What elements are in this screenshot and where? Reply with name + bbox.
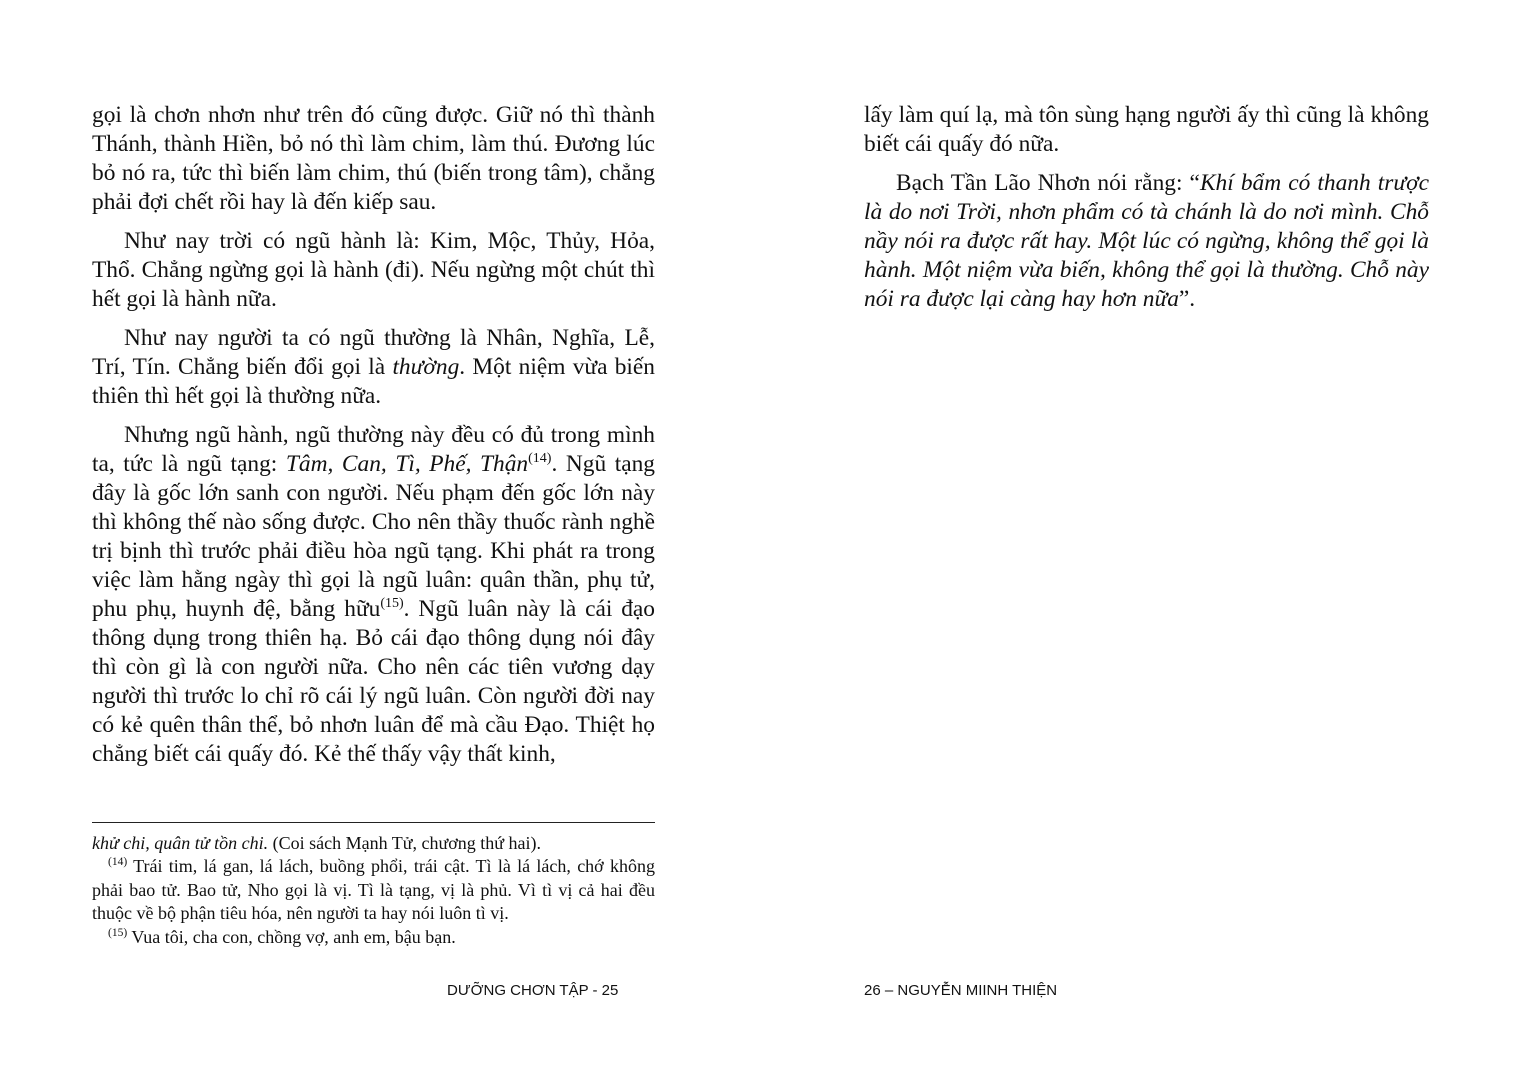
- right-paragraph-2: [864, 169, 1429, 314]
- right-paragraph-1: lấy làm quí lạ, mà tôn sùng hạng người ấy thì cũng là không biết cái quấy đó nữa.: [864, 102, 1429, 157]
- footnote-ref-15[interactable]: (15): [380, 596, 404, 612]
- footnote-14: [92, 855, 655, 925]
- left-paragraph-1: gọi là chơn nhơn như trên đó cũng được. Giữ nó thì thành Thánh, thành Hiền, bỏ nó thì làm chim, làm thú. Đương lúc bỏ nó ra, tức thì biến làm chim, thú (biến trong tâm), chẳng phải đợi chết rồi hay là đến kiếp sau.: [92, 102, 655, 215]
- right-paragraph-2-text-b: ”.: [1178, 286, 1196, 312]
- left-page-footer: DƯỠNG CHƠN TẬP - 25: [447, 982, 619, 999]
- right-page-body: [864, 101, 1429, 324]
- footnote-divider: [92, 822, 655, 823]
- left-paragraph-3-text-b: . Một niệm vừa biến thiên thì hết gọi là thường nữa.: [92, 354, 655, 409]
- left-paragraph-4-text-a: Nhưng ngũ hành, ngũ thường này đều có đủ trong mình ta, tức là ngũ tạng:: [92, 422, 655, 477]
- footnote-15-text: Vua tôi, cha con, chồng vợ, anh em, bậu bạn.: [127, 926, 456, 947]
- right-paragraph-2-text-a: Bạch Tần Lão Nhơn nói rằng: “: [896, 170, 1200, 196]
- left-paragraph-3: [92, 324, 655, 411]
- left-paragraph-3-text-a: Như nay người ta có ngũ thường là Nhân, Nghĩa, Lễ, Trí, Tín. Chẳng biến đổi gọi là: [92, 325, 655, 380]
- footnote-continuation: [92, 832, 655, 855]
- left-paragraph-4-text-c: . Ngũ luân này là cái đạo thông dụng trong thiên hạ. Bỏ cái đạo thông dụng nói đây thì còn gì là con người nữa. Cho nên các tiên vương dạy người thì trước lo chỉ rõ cái lý ngũ luân. Còn người đời nay có kẻ quên thân thể, bỏ nhơn luân để mà cầu Đạo. Thiệt họ chẳng biết cái quấy đó. Kẻ thế thấy vậy thất kinh,: [92, 596, 655, 767]
- left-paragraph-4-text-b: . Ngũ tạng đây là gốc lớn sanh con người. Nếu phạm đến gốc lớn này thì không thế nào sống được. Cho nên thầy thuốc rành nghề trị bịnh thì trước phải điều hòa ngũ tạng. Khi phát ra trong việc làm hằng ngày thì gọi là ngũ luân: quân thần, phụ tử, phu phụ, huynh đệ, bằng hữu: [92, 451, 655, 622]
- right-paragraph-2-quote: Khí bẩm có thanh trược là do nơi Trời, nhơn phẩm có tà chánh là do nơi mình. Chỗ nầy nói ra được rất hay. Một lúc có ngừng, không thể gọi là hành. Một niệm vừa biến, không thể gọi là thường. Chỗ này nói ra được lại càng hay hơn nữa: [864, 170, 1429, 312]
- left-page-body: [92, 101, 655, 779]
- left-paragraph-3-italic: thường: [392, 354, 460, 380]
- footnote-14-marker: (14): [108, 856, 128, 869]
- footnote-continuation-text: (Coi sách Mạnh Tử, chương thứ hai).: [268, 833, 542, 853]
- footnotes: [92, 832, 655, 949]
- left-page: [92, 0, 655, 1076]
- footnote-ref-14[interactable]: (14): [528, 451, 552, 467]
- right-page-footer: 26 – NGUYỄN MIINH THIỆN: [864, 982, 1058, 999]
- left-paragraph-2: Như nay trời có ngũ hành là: Kim, Mộc, Thủy, Hỏa, Thổ. Chẳng ngừng gọi là hành (đi). Nếu ngừng một chút thì hết gọi là hành nữa.: [92, 228, 655, 312]
- footnote-15-marker: (15): [108, 926, 128, 939]
- left-paragraph-4-italic: Tâm, Can, Tì, Phế, Thận: [285, 451, 529, 477]
- right-page: [864, 0, 1429, 1076]
- left-paragraph-4: [92, 421, 655, 769]
- footnote-continuation-italic: khử chi, quân tử tồn chi.: [92, 833, 269, 853]
- footnote-14-text: Trái tim, lá gan, lá lách, buồng phổi, trái cật. Tì là lá lách, chớ không phải bao tử. Bao tử, Nho gọi là vị. Tì là tạng, vị là phủ. Vì tì vị cả hai đều thuộc về bộ phận tiêu hóa, nên người ta hay nói luôn tì vị.: [92, 856, 655, 924]
- footnote-15: [92, 926, 655, 949]
